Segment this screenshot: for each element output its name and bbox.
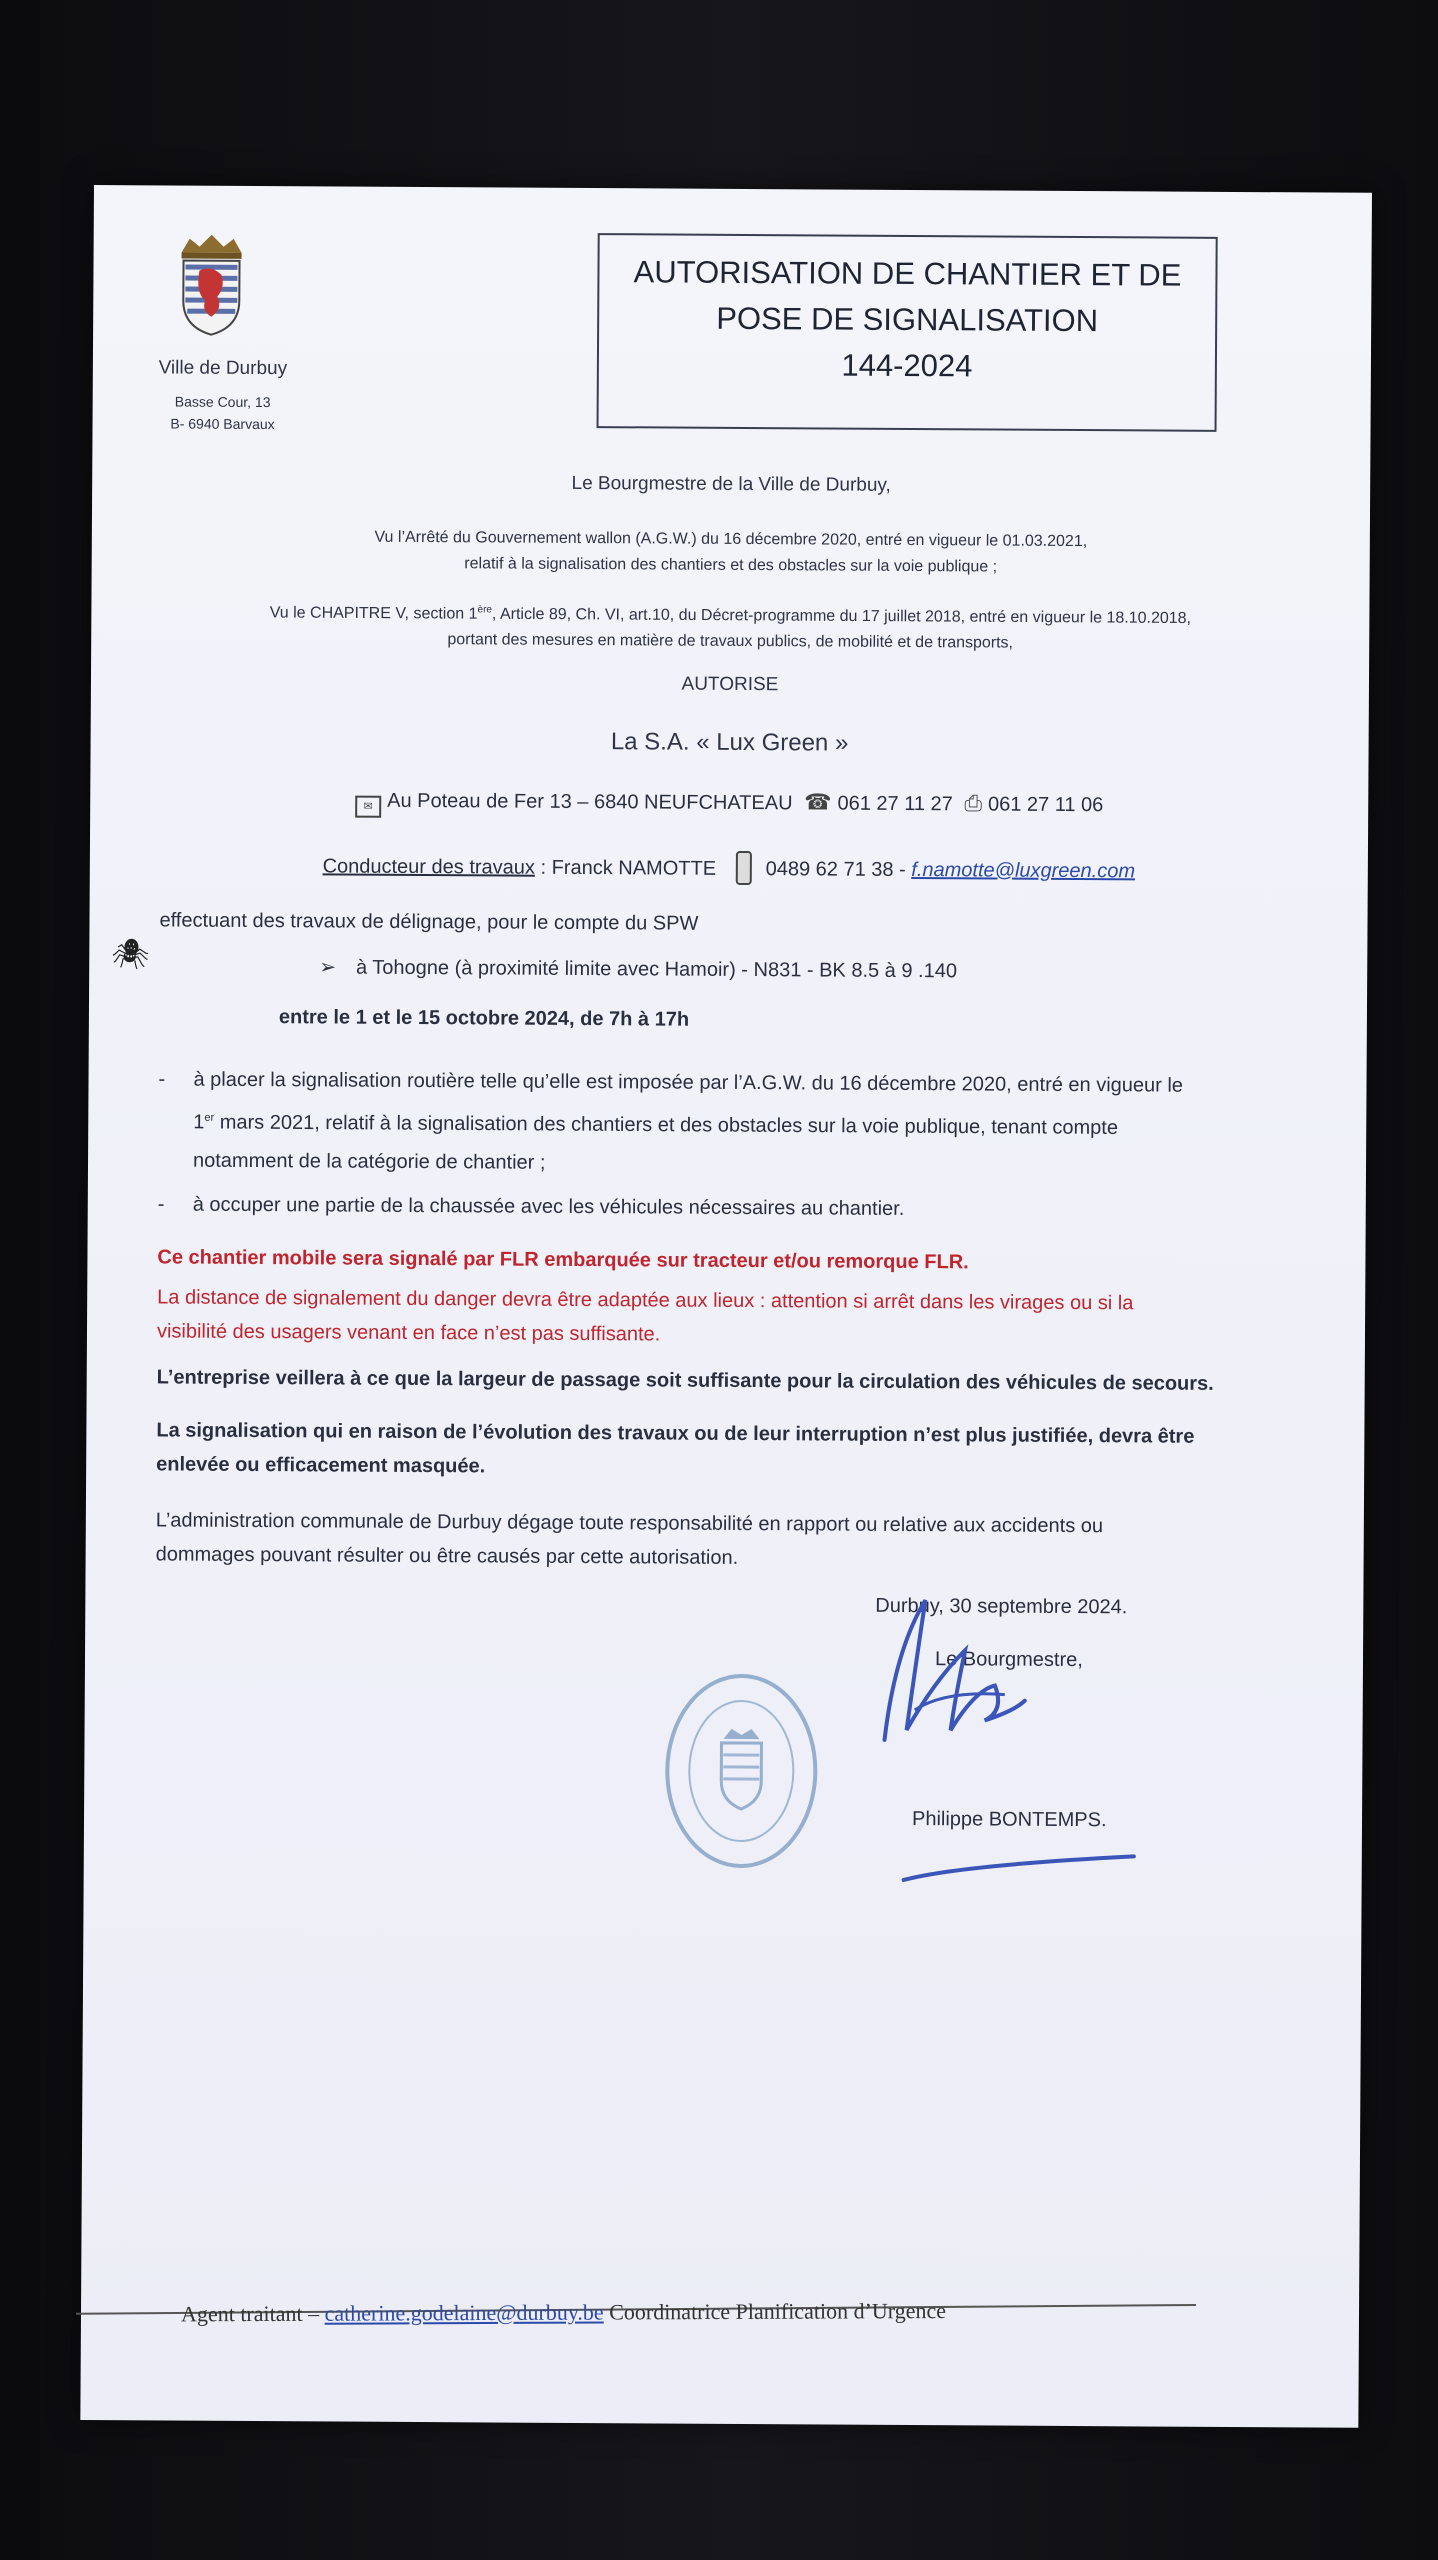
signature-place-date: Durbuy, 30 septembre 2024. [875,1594,1128,1619]
passage-width-rule: L’entreprise veillera à ce que la largeur de passage soit suffisante pour la circulation des véhicules de secours. [156,1366,1214,1395]
mailbox-icon: ✉ [355,796,381,818]
conductor-email-link[interactable]: f.namotte@luxgreen.com [911,859,1136,883]
conductor-mobile: 0489 62 71 38 [765,858,894,881]
address-line-2: B- 6940 Barvaux [170,415,275,433]
liability-disclaimer: L’administration communale de Durbuy dégage toute responsabilité en rapport ou relative aux accidents ou dommages pouvant résulter ou être causés par cette autorisation. [155,1509,1104,1569]
signature-role: Le Bourgmestre, [934,1648,1083,1672]
works-period: entre le 1 et le 15 octobre 2024, de 7h à 17h [278,1006,690,1031]
works-description: effectuant des travaux de délignage, pour le compte du SPW [159,909,699,935]
company-phone: 061 27 11 27 [837,792,953,816]
condition-bullet-1: - à placer la signalisation routière telle qu’elle est imposée par l’A.G.W. du 16 décembre 2020, entré en vigueur le 1er mars 2021, relatif à la signalisation des chantiers et des obstacles sur la voie publique, tenant compte notamment de la catégorie de chantier ; [158,1060,1289,1186]
document-title [597,233,1218,432]
commune-address [132,390,312,435]
mayor-line: Le Bourgmestre de la Ville de Durbuy, [571,472,891,496]
legal-basis-2 [91,595,1369,659]
official-seal-stamp [659,1668,825,1874]
telephone-icon: ☎ [804,789,832,815]
works-location: ➢ à Tohogne (à proximité limite avec Hamoir) - N831 - BK 8.5 à 9 .140 [319,956,958,983]
authorization-number: 144-2024 [841,347,973,384]
coat-of-arms-icon [171,230,252,340]
arrow-bullet-icon: ➢ [319,956,337,979]
address-line-1: Basse Cour, 13 [174,393,271,411]
commune-name: Ville de Durbuy [158,357,288,380]
footer-agent: Agent traitant – catherine.godelaine@durbuy.be Coordinatrice Planification d’Urgence [180,2297,947,2327]
conductor-name: : Franck NAMOTTE [534,856,717,880]
mobile-phone-icon [736,851,752,885]
title-line-1: AUTORISATION DE CHANTIER ET DE [633,254,1182,293]
conductor-line: Conducteur des travaux : Franck NAMOTTE 0489 62 71 38 - f.namotte@luxgreen.com [90,847,1368,889]
condition-bullet-2: - à occuper une partie de la chaussée avec les véhicules nécessaires au chantier. [158,1185,1288,1230]
fax-icon: ⎙ [964,790,983,816]
company-contact [90,785,1368,824]
company-name: La S.A. « Lux Green » [610,728,849,757]
company-address: Au Poteau de Fer 13 – 6840 NEUFCHATEAU [387,789,793,815]
signage-removal-rule: La signalisation qui en raison de l’évolution des travaux ou de leur interruption n’est plus justifiée, devra être enlevée ou efficacement masquée. [156,1419,1195,1478]
danger-distance-warning: La distance de signalement du danger devra être adaptée aux lieux : attention si arrêt dans les virages ou si la visibilité des usagers venant en face n’est pas suffisante. [156,1286,1134,1346]
title-line-2: POSE DE SIGNALISATION [716,300,1099,339]
agent-email-link[interactable]: catherine.godelaine@durbuy.be [324,2299,604,2326]
spider-icon: 🕷 [111,938,150,972]
signatory-name: Philippe BONTEMPS. [911,1808,1107,1832]
conductor-label: Conducteur des travaux [322,855,536,879]
legal-basis-2-line-2: portant des mesures en matière de travaux publics, de mobilité et de transports, [447,631,1014,652]
legal-basis-1 [92,523,1370,583]
autorise-heading: AUTORISE [681,673,779,696]
handwritten-signature [854,1590,1055,1761]
legal-basis-1-line-1: Vu l’Arrêté du Gouvernement wallon (A.G.W.) du 16 décembre 2020, entré en vigueur le 01.03.2021, [374,528,1088,551]
signature-underline [899,1850,1139,1891]
company-fax: 061 27 11 06 [987,793,1104,817]
mobile-site-warning: Ce chantier mobile sera signalé par FLR embarquée sur tracteur et/ou remorque FLR. [157,1246,969,1274]
legal-basis-2-line-1: Vu le CHAPITRE V, section 1ère, Article 89, Ch. VI, art.10, du Décret-programme du 17 juillet 2018, entré en vigueur le 18.10.2018, [269,604,1192,628]
legal-basis-1-line-2: relatif à la signalisation des chantiers et des obstacles sur la voie publique ; [464,555,998,576]
document-page [80,185,1372,2428]
